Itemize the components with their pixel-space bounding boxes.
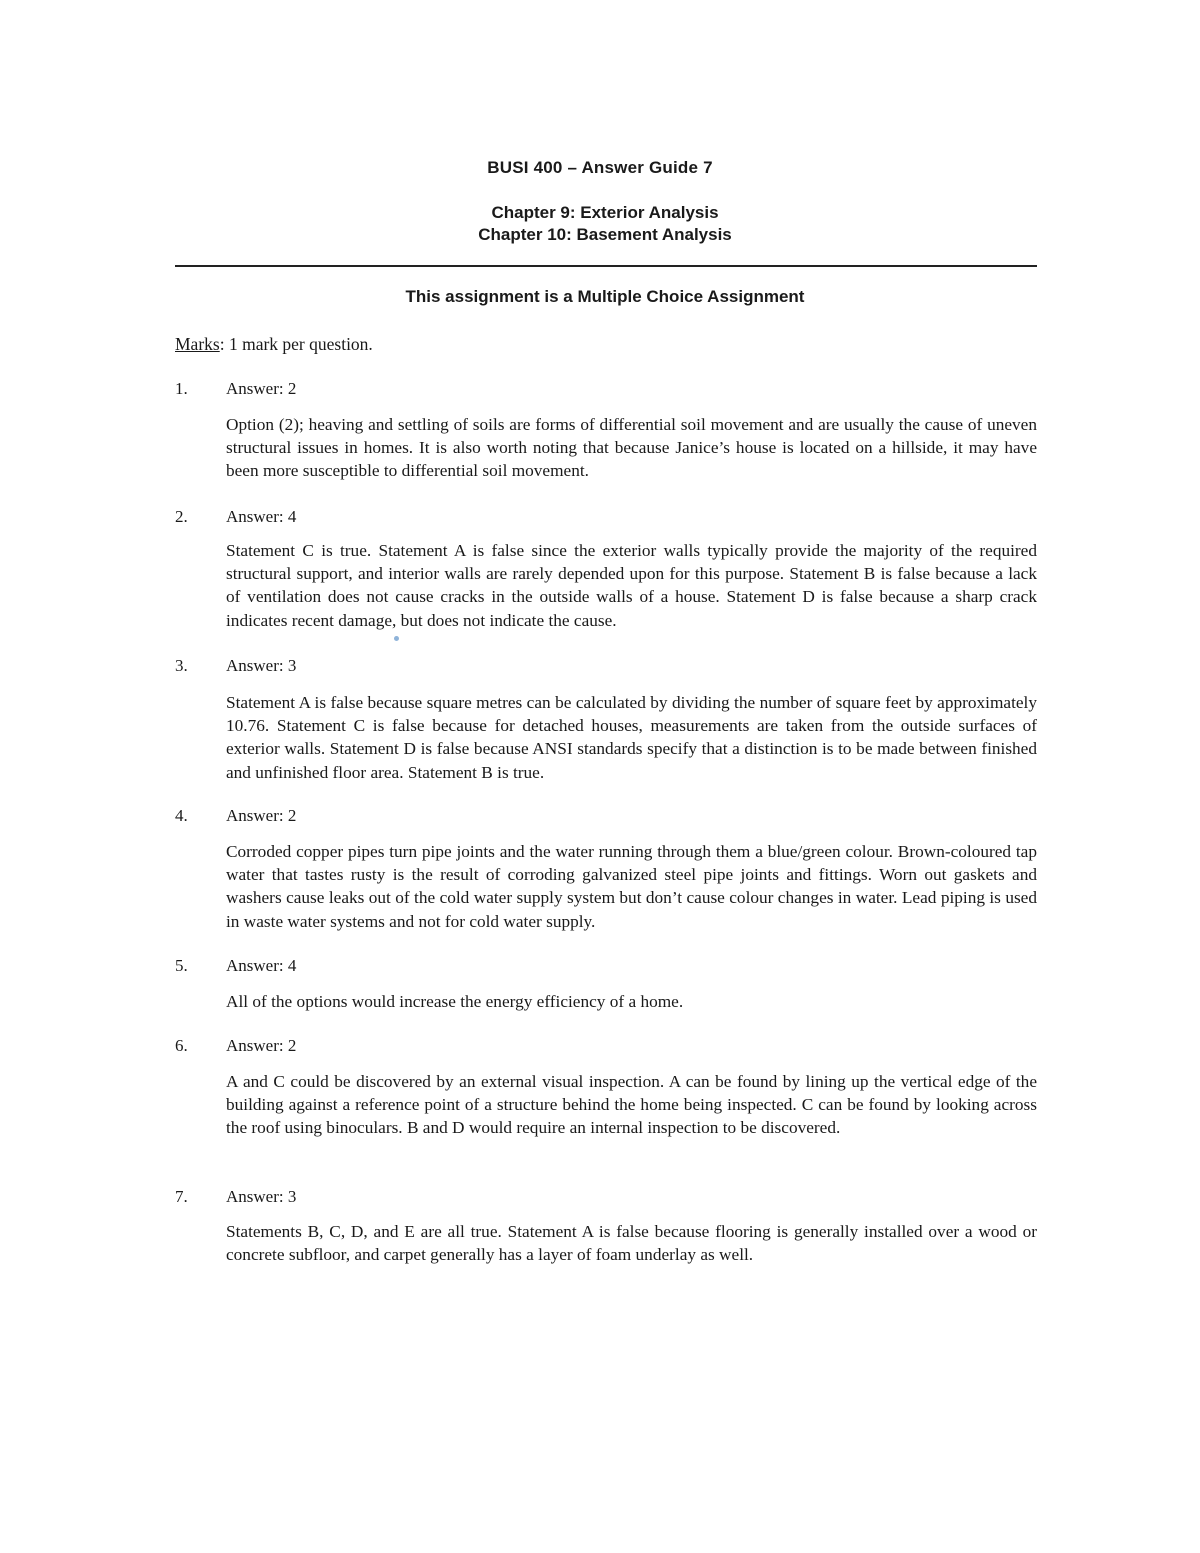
question-number: 5. xyxy=(175,956,188,975)
marks-label: Marks xyxy=(175,334,220,354)
question-explanation: A and C could be discovered by an external visual inspection. A can be found by lining up the vertical edge of the building against a reference point of a structure behind the home being inspected. C can be found by looking across the roof using binoculars. B and D would require an internal inspection to be discovered. xyxy=(226,1072,1037,1138)
question-answer: Answer: 3 xyxy=(226,1187,297,1206)
question-number: 7. xyxy=(175,1187,188,1206)
question-answer: Answer: 4 xyxy=(226,507,297,526)
question-answer: Answer: 3 xyxy=(226,656,297,675)
question-number: 4. xyxy=(175,806,188,825)
marks-text: : 1 mark per question. xyxy=(219,334,373,354)
question-answer: Answer: 2 xyxy=(226,379,297,398)
question-number: 6. xyxy=(175,1036,188,1055)
question-number: 2. xyxy=(175,507,188,526)
question-number: 3. xyxy=(175,656,188,675)
question-number: 1. xyxy=(175,379,188,398)
question-answer: Answer: 2 xyxy=(226,1036,297,1055)
question-explanation: Statement C is true. Statement A is false since the exterior walls typically provide the majority of the required structural support, and interior walls are rarely depended upon for this purpose. Statement B is false because a lack of ventilation does not cause cracks in the outside walls of a house. Statement D is false because a sharp crack indicates recent damage, but does not indicate the cause. xyxy=(226,541,1037,630)
question-explanation: Corroded copper pipes turn pipe joints and the water running through them a blue/green colour. Brown-coloured tap water that tastes rusty is the result of corroding galvanized steel pipe joints and fittings. Worn out gaskets and washers cause leaks out of the cold water supply system but don’t cause colour changes in water. Lead piping is used in waste water systems and not for cold water supply. xyxy=(226,842,1037,931)
chapter-9-heading: Chapter 9: Exterior Analysis xyxy=(491,203,719,222)
marks-line xyxy=(175,334,373,355)
chapter-10-heading: Chapter 10: Basement Analysis xyxy=(478,225,732,244)
question-answer: Answer: 2 xyxy=(226,806,297,825)
stray-dot xyxy=(394,636,399,641)
chapter-headings xyxy=(0,202,1200,246)
assignment-subtitle: This assignment is a Multiple Choice Assignment xyxy=(405,287,805,306)
document-title: BUSI 400 – Answer Guide 7 xyxy=(487,158,713,177)
question-explanation: Option (2); heaving and settling of soils are forms of differential soil movement and are usually the cause of uneven structural issues in homes. It is also worth noting that because Janice’s house is located on a hillside, it may have been more susceptible to differential soil movement. xyxy=(226,415,1037,481)
question-explanation: All of the options would increase the energy efficiency of a home. xyxy=(226,992,684,1011)
question-explanation: Statement A is false because square metres can be calculated by dividing the number of square feet by approximately 10.76. Statement C is false because for detached houses, measurements are taken from the outside surfaces of exterior walls. Statement D is false because ANSI standards specify that a distinction is to be made between finished and unfinished floor area. Statement B is true. xyxy=(226,693,1037,782)
header-divider xyxy=(175,265,1037,267)
question-explanation: Statements B, C, D, and E are all true. Statement A is false because flooring is generally installed over a wood or concrete subfloor, and carpet generally has a layer of foam underlay as well. xyxy=(226,1222,1037,1265)
question-answer: Answer: 4 xyxy=(226,956,297,975)
